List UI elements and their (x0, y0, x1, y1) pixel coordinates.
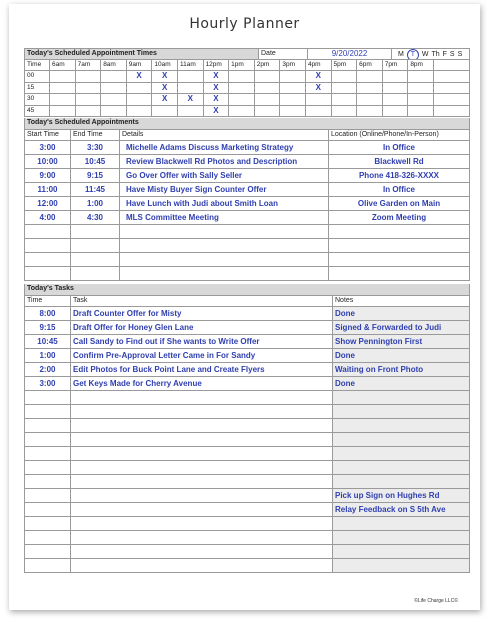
appointment-end-time[interactable] (71, 225, 120, 238)
task-time[interactable] (24, 475, 71, 488)
task-description[interactable]: Draft Counter Offer for Misty (71, 307, 333, 320)
time-slot[interactable] (229, 83, 255, 94)
time-slot[interactable] (408, 106, 434, 117)
task-notes[interactable]: Relay Feedback on S 5th Ave (333, 503, 470, 516)
time-slot[interactable] (178, 106, 204, 117)
task-notes[interactable]: Done (333, 377, 470, 390)
task-row (24, 503, 470, 517)
appointment-start-time[interactable]: 10:00 (24, 155, 71, 168)
date-label: Date (259, 49, 308, 59)
day-option[interactable]: F (442, 51, 447, 58)
appointment-location[interactable]: In Office (329, 141, 470, 154)
appointment-location[interactable]: Phone 418-326-XXXX (329, 169, 470, 182)
time-slot[interactable] (50, 83, 76, 94)
time-slot[interactable] (229, 106, 255, 117)
task-time[interactable] (24, 489, 71, 502)
minute-row (24, 83, 470, 95)
appointment-times-header (24, 48, 470, 60)
time-slot[interactable]: X (127, 71, 153, 82)
task-notes[interactable] (333, 531, 470, 544)
task-row (24, 307, 470, 321)
tasks-table (24, 284, 470, 573)
time-slot[interactable] (101, 83, 127, 94)
task-description[interactable]: Draft Offer for Honey Glen Lane (71, 321, 333, 334)
task-description[interactable] (71, 461, 333, 474)
time-slot[interactable] (383, 94, 409, 105)
hour-header: 1pm (229, 60, 255, 71)
appointment-start-time[interactable]: 4:00 (24, 211, 71, 224)
appointment-location[interactable] (329, 267, 470, 280)
appointment-times-grid (24, 48, 470, 117)
time-slot[interactable] (280, 106, 306, 117)
task-time[interactable] (24, 447, 71, 460)
minute-row (24, 94, 470, 106)
task-time[interactable] (24, 545, 71, 558)
task-row (24, 335, 470, 349)
appointment-details[interactable]: MLS Committee Meeting (120, 211, 329, 224)
task-description[interactable] (71, 531, 333, 544)
appointment-details[interactable]: Go Over Offer with Sally Seller (120, 169, 329, 182)
appointment-location[interactable]: Olive Garden on Main (329, 197, 470, 210)
planner-page (9, 4, 480, 610)
time-slot[interactable] (101, 106, 127, 117)
time-slot[interactable] (280, 71, 306, 82)
appointment-details[interactable] (120, 253, 329, 266)
task-time[interactable]: 1:00 (24, 349, 71, 362)
appointment-start-time[interactable]: 12:00 (24, 197, 71, 210)
appointment-row (24, 225, 470, 239)
hour-header: 4pm (306, 60, 332, 71)
time-slot[interactable] (357, 83, 383, 94)
time-slot[interactable]: X (204, 106, 230, 117)
appointment-end-time[interactable]: 9:15 (71, 169, 120, 182)
col-end-time: End Time (71, 130, 120, 141)
date-value[interactable]: 9/20/2022 (308, 49, 392, 59)
appointment-location[interactable] (329, 225, 470, 238)
hours-header-row (24, 60, 470, 72)
task-row (24, 349, 470, 363)
time-slot[interactable] (229, 71, 255, 82)
time-slot[interactable] (127, 106, 153, 117)
hour-header: 10am (152, 60, 178, 71)
time-slot[interactable]: X (204, 94, 230, 105)
task-row (24, 405, 470, 419)
task-row (24, 363, 470, 377)
copyright-footer: ©Life Charge LLC© (414, 598, 458, 604)
appointment-details[interactable]: Have Lunch with Judi about Smith Loan (120, 197, 329, 210)
time-slot[interactable] (76, 83, 102, 94)
appointment-end-time[interactable]: 10:45 (71, 155, 120, 168)
task-description[interactable] (71, 503, 333, 516)
time-slot[interactable] (332, 71, 358, 82)
appointment-end-time[interactable]: 3:30 (71, 141, 120, 154)
time-slot[interactable] (76, 71, 102, 82)
time-slot[interactable] (255, 83, 281, 94)
minute-rows (24, 71, 470, 117)
appointment-end-time[interactable] (71, 267, 120, 280)
appointment-location[interactable]: In Office (329, 183, 470, 196)
task-time[interactable]: 8:00 (24, 307, 71, 320)
minute-label: 15 (24, 83, 50, 94)
hour-header: 6pm (357, 60, 383, 71)
minute-label: 30 (24, 94, 50, 105)
task-notes[interactable]: Waiting on Front Photo (333, 363, 470, 376)
time-slot[interactable] (357, 106, 383, 117)
tasks-rows (24, 307, 470, 573)
appointments-col-headers (24, 130, 470, 142)
appointment-row (24, 211, 470, 225)
task-description[interactable]: Get Keys Made for Cherry Avenue (71, 377, 333, 390)
task-row (24, 419, 470, 433)
minute-row (24, 106, 470, 118)
appointment-start-time[interactable]: 9:00 (24, 169, 71, 182)
time-slot[interactable] (332, 83, 358, 94)
task-row (24, 517, 470, 531)
task-row (24, 531, 470, 545)
hour-header: 2pm (255, 60, 281, 71)
appointment-times-heading: Today's Scheduled Appointment Times (24, 49, 259, 59)
appointment-start-time[interactable] (24, 239, 71, 252)
task-description[interactable] (71, 545, 333, 558)
task-time[interactable] (24, 531, 71, 544)
appointment-start-time[interactable] (24, 253, 71, 266)
time-slot[interactable] (255, 94, 281, 105)
hour-header: 6am (50, 60, 76, 71)
time-slot[interactable] (101, 71, 127, 82)
appointment-location[interactable] (329, 239, 470, 252)
task-description[interactable] (71, 489, 333, 502)
appointment-start-time[interactable]: 11:00 (24, 183, 71, 196)
time-slot[interactable]: X (204, 71, 230, 82)
task-description[interactable]: Edit Photos for Buck Point Lane and Create Flyers (71, 363, 333, 376)
appointment-end-time[interactable] (71, 253, 120, 266)
task-time[interactable] (24, 517, 71, 530)
time-slot[interactable] (50, 106, 76, 117)
appointment-details[interactable]: Review Blackwell Rd Photos and Description (120, 155, 329, 168)
task-row (24, 461, 470, 475)
hour-header: 5pm (332, 60, 358, 71)
appointment-details[interactable] (120, 267, 329, 280)
task-description[interactable] (71, 391, 333, 404)
task-description[interactable] (71, 517, 333, 530)
task-description[interactable] (71, 433, 333, 446)
time-slot[interactable] (101, 94, 127, 105)
task-time[interactable]: 2:00 (24, 363, 71, 376)
hour-header: 9am (127, 60, 153, 71)
time-slot[interactable] (280, 94, 306, 105)
time-slot[interactable] (127, 94, 153, 105)
appointment-row (24, 183, 470, 197)
time-slot[interactable] (332, 94, 358, 105)
task-notes[interactable]: Show Pennington First (333, 335, 470, 348)
hour-header: 7am (76, 60, 102, 71)
col-task: Task (71, 296, 333, 307)
minute-row-spacer (434, 94, 470, 105)
task-time[interactable]: 3:00 (24, 377, 71, 390)
task-notes[interactable] (333, 461, 470, 474)
task-row (24, 545, 470, 559)
col-details: Details (120, 130, 329, 141)
time-slot[interactable] (383, 83, 409, 94)
task-time[interactable] (24, 503, 71, 516)
task-description[interactable] (71, 475, 333, 488)
appointment-location[interactable] (329, 253, 470, 266)
task-notes[interactable]: Done (333, 349, 470, 362)
appointment-start-time[interactable] (24, 225, 71, 238)
appointment-end-time[interactable]: 11:45 (71, 183, 120, 196)
time-slot[interactable] (178, 71, 204, 82)
minute-row-spacer (434, 106, 470, 117)
minute-row-spacer (434, 71, 470, 82)
task-row (24, 321, 470, 335)
appointment-location[interactable]: Zoom Meeting (329, 211, 470, 224)
task-description[interactable] (71, 559, 333, 572)
time-slot[interactable]: X (204, 83, 230, 94)
task-notes[interactable] (333, 545, 470, 558)
appointment-row (24, 239, 470, 253)
time-slot[interactable] (50, 71, 76, 82)
col-time: Time (24, 296, 71, 307)
time-slot[interactable] (306, 94, 332, 105)
task-row (24, 489, 470, 503)
hour-header: 11am (178, 60, 204, 71)
time-slot[interactable]: X (306, 83, 332, 94)
day-option[interactable]: Th (431, 51, 440, 58)
task-time[interactable]: 10:45 (24, 335, 71, 348)
task-description[interactable] (71, 419, 333, 432)
day-option[interactable]: S (449, 51, 455, 58)
task-notes[interactable] (333, 391, 470, 404)
task-time[interactable] (24, 559, 71, 572)
minute-row-spacer (434, 83, 470, 94)
task-notes[interactable] (333, 517, 470, 530)
appointment-details[interactable] (120, 225, 329, 238)
time-slot[interactable] (408, 83, 434, 94)
time-slot[interactable] (76, 94, 102, 105)
time-slot[interactable] (280, 83, 306, 94)
time-slot[interactable] (152, 106, 178, 117)
day-option[interactable]: M (398, 51, 404, 58)
appointments-table (24, 118, 470, 281)
day-option[interactable]: W (421, 51, 429, 58)
task-row (24, 475, 470, 489)
time-slot[interactable] (306, 106, 332, 117)
appointment-start-time[interactable] (24, 267, 71, 280)
tasks-heading: Today's Tasks (24, 284, 470, 296)
appointment-details[interactable]: Have Misty Buyer Sign Counter Offer (120, 183, 329, 196)
task-description[interactable] (71, 447, 333, 460)
time-slot[interactable] (383, 106, 409, 117)
time-slot[interactable] (255, 71, 281, 82)
task-time[interactable] (24, 461, 71, 474)
time-slot[interactable] (357, 94, 383, 105)
task-row (24, 447, 470, 461)
task-time[interactable] (24, 419, 71, 432)
appointment-row (24, 267, 470, 281)
time-slot[interactable]: X (152, 83, 178, 94)
col-location: Location (Online/Phone/In-Person) (329, 130, 470, 141)
col-notes: Notes (333, 296, 470, 307)
time-slot[interactable] (408, 94, 434, 105)
appointment-row (24, 253, 470, 267)
task-notes[interactable]: Pick up Sign on Hughes Rd (333, 489, 470, 502)
time-slot[interactable] (357, 71, 383, 82)
appointments-heading: Today's Scheduled Appointments (24, 118, 470, 130)
task-time[interactable] (24, 391, 71, 404)
appointment-end-time[interactable]: 1:00 (71, 197, 120, 210)
task-notes[interactable] (333, 405, 470, 418)
appointment-end-time[interactable]: 4:30 (71, 211, 120, 224)
task-description[interactable] (71, 405, 333, 418)
task-notes[interactable]: Done (333, 307, 470, 320)
time-slot[interactable] (76, 106, 102, 117)
task-notes[interactable]: Signed & Forwarded to Judi (333, 321, 470, 334)
appointments-rows (24, 141, 470, 281)
task-row (24, 391, 470, 405)
appointment-details[interactable] (120, 239, 329, 252)
time-slot[interactable]: X (178, 94, 204, 105)
task-description[interactable]: Call Sandy to Find out if She wants to Write Offer (71, 335, 333, 348)
day-option[interactable]: S (457, 51, 463, 58)
minute-label: 00 (24, 71, 50, 82)
time-slot[interactable] (255, 106, 281, 117)
task-notes[interactable] (333, 475, 470, 488)
hour-header: 8am (101, 60, 127, 71)
time-slot[interactable] (229, 94, 255, 105)
hour-header: 3pm (280, 60, 306, 71)
hour-header: 8pm (408, 60, 434, 71)
appointment-row (24, 141, 470, 155)
day-selector[interactable] (392, 49, 470, 59)
appointment-row (24, 169, 470, 183)
appointment-row (24, 197, 470, 211)
page-title: Hourly Planner (189, 16, 300, 32)
task-notes[interactable] (333, 419, 470, 432)
tasks-col-headers (24, 296, 470, 308)
time-slot[interactable] (178, 83, 204, 94)
task-description[interactable]: Confirm Pre-Approval Letter Came in For Sandy (71, 349, 333, 362)
task-time[interactable] (24, 405, 71, 418)
appointment-row (24, 155, 470, 169)
time-slot[interactable]: X (152, 94, 178, 105)
time-slot[interactable] (127, 83, 153, 94)
time-slot[interactable]: X (306, 71, 332, 82)
time-slot[interactable] (383, 71, 409, 82)
task-time[interactable] (24, 433, 71, 446)
task-notes[interactable] (333, 447, 470, 460)
hour-header: 7pm (383, 60, 409, 71)
task-row (24, 433, 470, 447)
hour-header-spacer (434, 60, 470, 71)
day-option[interactable]: T (407, 49, 419, 59)
col-start-time: Start Time (24, 130, 71, 141)
minute-row (24, 71, 470, 83)
task-notes[interactable] (333, 433, 470, 446)
time-label: Time (24, 60, 50, 71)
appointment-details[interactable]: Michelle Adams Discuss Marketing Strategy (120, 141, 329, 154)
task-time[interactable]: 9:15 (24, 321, 71, 334)
time-slot[interactable] (408, 71, 434, 82)
hour-header: 12pm (204, 60, 230, 71)
task-notes[interactable] (333, 559, 470, 572)
task-row (24, 559, 470, 573)
time-slot[interactable] (50, 94, 76, 105)
appointment-end-time[interactable] (71, 239, 120, 252)
time-slot[interactable] (332, 106, 358, 117)
appointment-start-time[interactable]: 3:00 (24, 141, 71, 154)
task-row (24, 377, 470, 391)
minute-label: 45 (24, 106, 50, 117)
time-slot[interactable]: X (152, 71, 178, 82)
appointment-location[interactable]: Blackwell Rd (329, 155, 470, 168)
